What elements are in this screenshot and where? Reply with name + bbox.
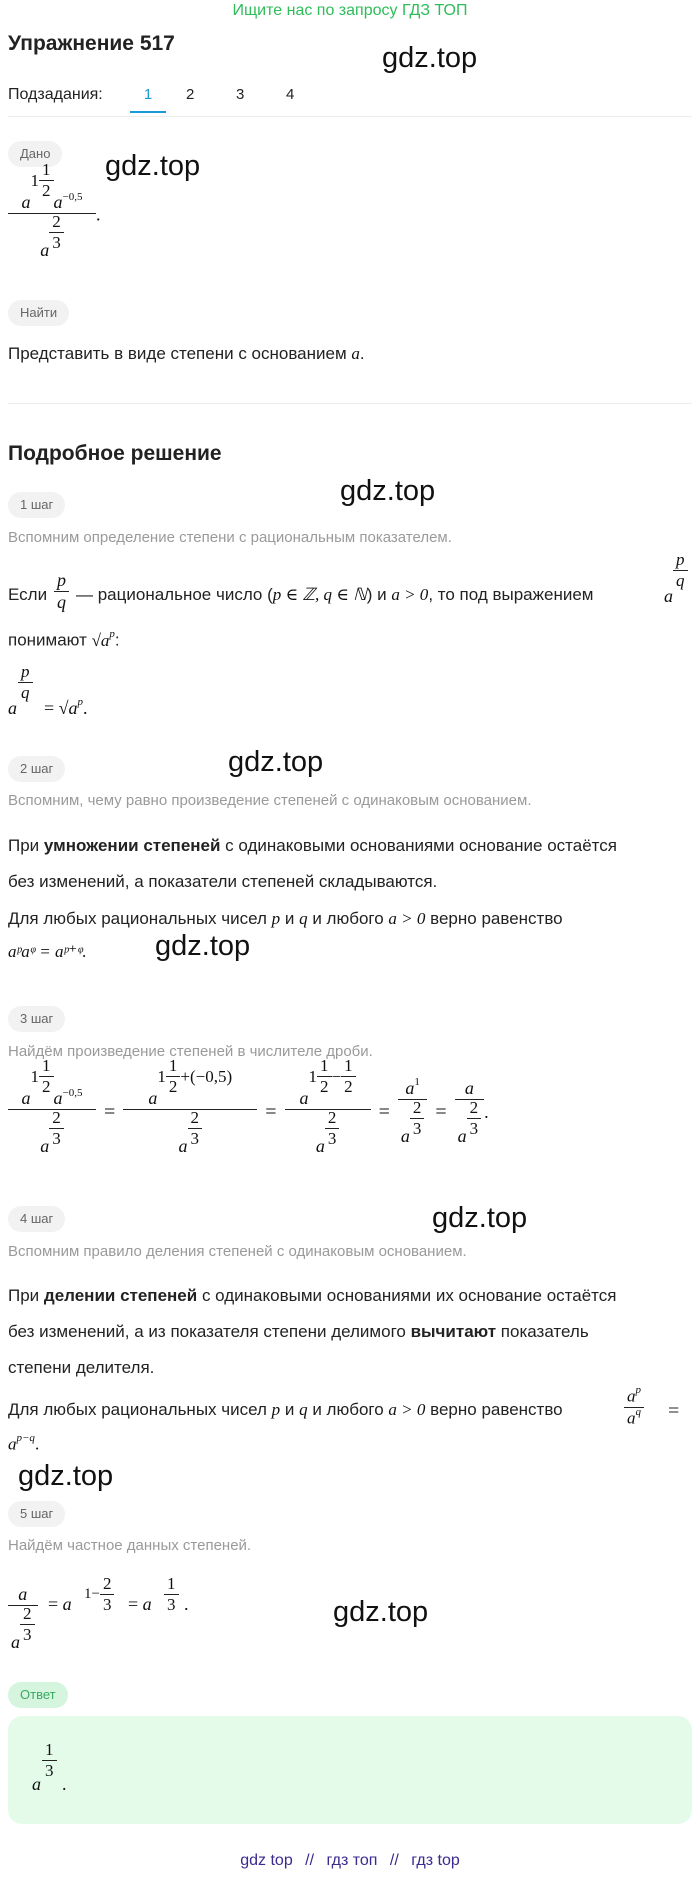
- step-1-hint: Вспомним определение степени с рациональным показателем.: [8, 529, 452, 546]
- answer-badge: Ответ: [8, 1682, 68, 1708]
- step-1-line2: понимают $√a^p$:: [8, 628, 120, 650]
- subtasks-label: Подзадания:: [8, 86, 103, 103]
- step-2-rule: При умножении степеней с одинаковыми основаниями основание остаётся без изменений, а показатели степеней складываются.: [8, 836, 617, 891]
- step-4-hint: Вспомним правило деления степеней с одинаковым основанием.: [8, 1243, 467, 1260]
- step-4-statement: Для любых рациональных чисел p и q и любого a > 0 верно равенство $\frac{a^p}{a^q}$ = $a^{p-q}$.: [8, 1384, 680, 1454]
- watermark: gdz.top: [333, 1596, 429, 1628]
- step-2-formula: aᵖaᵠ = aᵖ⁺ᵠ.: [8, 942, 87, 961]
- watermark: gdz.top: [228, 746, 324, 778]
- watermark: gdz.top: [382, 42, 478, 74]
- footer-link-gdz-top[interactable]: gdz top: [240, 1852, 293, 1869]
- page-title: Упражнение 517: [8, 32, 175, 55]
- footer-separator: //: [305, 1852, 315, 1869]
- step-4-badge: 4 шаг: [8, 1206, 65, 1232]
- subtask-tab-1-label: 1: [143, 86, 153, 103]
- step-5-computation: a a $\frac{2}{3}$ = a 1− $\frac{2}{3}$ = a $\frac{1}{3}$ .: [8, 1574, 228, 1654]
- subtask-tab-4[interactable]: 4: [286, 86, 295, 103]
- subtasks-divider: [8, 116, 692, 117]
- step-5-hint: Найдём частное данных степеней.: [8, 1537, 252, 1554]
- top-banner[interactable]: Ищите нас по запросу ГДЗ ТОП: [232, 2, 468, 19]
- step-1-definition: Если $\frac{p}{q}$ — рациональное число (p ∈ ℤ, q ∈ ℕ) и a > 0, то под выражением a $\frac{p}{q}$: [8, 550, 692, 610]
- answer-expression: a $\frac{1}{3}$ .: [32, 1740, 67, 1794]
- step-1-formula: a $\frac{p}{q}$ = $√a^p$.: [8, 662, 88, 718]
- subtask-active-underline: [130, 111, 166, 113]
- step-2-hint: Вспомним, чему равно произведение степеней с одинаковым основанием.: [8, 792, 532, 809]
- section-divider: [8, 403, 692, 404]
- step-2-statement: Для любых рациональных чисел p и q и любого a > 0 верно равенство: [8, 909, 563, 928]
- watermark: gdz.top: [432, 1202, 528, 1234]
- step-2-badge: 2 шаг: [8, 756, 65, 782]
- solution-title: Подробное решение: [8, 442, 222, 465]
- watermark: gdz.top: [340, 475, 436, 507]
- step-1-badge: 1 шаг: [8, 492, 65, 518]
- subtask-tab-3[interactable]: 3: [236, 86, 245, 103]
- step-3-computation: a 1 $\frac{1}{2}$ a $^{-0,5}$ a $\frac{2}{3}$ = a 1 $\frac{1}{2}$ +(−0,5) a $\frac{2}{3}$ = a 1 $\frac{1}{2}$ − $\frac{1}{2}$ a $\frac{2}{3}$ = $a^1$ a $\frac{2}{3}$ = a a $\frac{2}{3}$ .: [8, 1068, 489, 1157]
- footer-link-gdz-top-ru[interactable]: гдз топ: [326, 1852, 378, 1869]
- footer-links: [0, 1852, 700, 1870]
- step-3-badge: 3 шаг: [8, 1006, 65, 1032]
- find-text: Представить в виде степени с основанием a.: [8, 344, 365, 363]
- watermark: gdz.top: [155, 930, 251, 962]
- subtask-tab-1[interactable]: [130, 86, 166, 113]
- footer-separator: //: [389, 1852, 399, 1869]
- watermark: gdz.top: [18, 1460, 114, 1492]
- answer-box: [8, 1716, 692, 1824]
- footer-link-gdz-top-mixed[interactable]: гдз top: [411, 1852, 460, 1869]
- subtask-tab-2[interactable]: 2: [186, 86, 195, 103]
- step-3-hint: Найдём произведение степеней в числителе дроби.: [8, 1043, 373, 1060]
- step-5-badge: 5 шаг: [8, 1501, 65, 1527]
- given-expression: a 1 $\frac{1}{2}$ a $^{-0,5}$ a $\frac{2}{3}$ .: [8, 172, 101, 261]
- given-badge: Дано: [8, 141, 62, 167]
- find-badge: Найти: [8, 300, 69, 326]
- step-4-rule: При делении степеней с одинаковыми основаниями их основание остаётся без изменений, а из показателя степени делимого вычитают показатель степени делителя.: [8, 1286, 617, 1377]
- watermark: gdz.top: [105, 150, 201, 182]
